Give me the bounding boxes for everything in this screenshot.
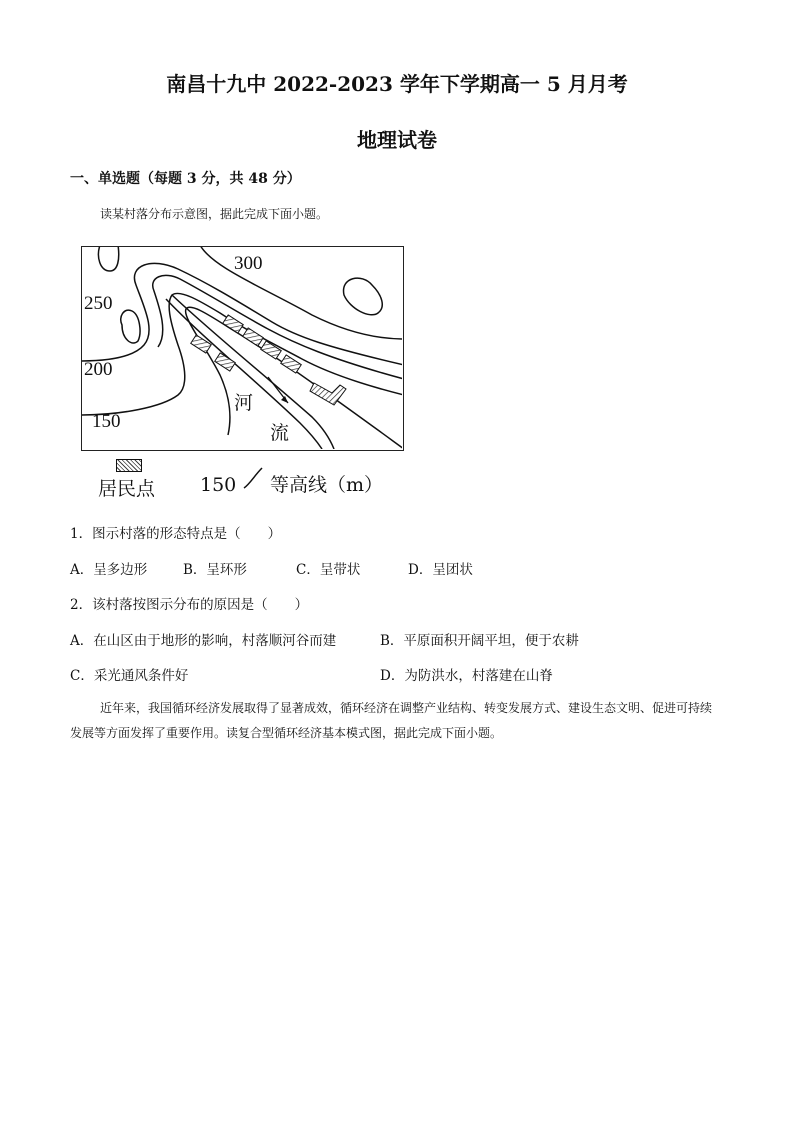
question-2-option-b[interactable]: B．平原面积开阔平坦，便于农耕 (380, 633, 579, 649)
hill-top-left (98, 247, 118, 271)
legend-settlement-label: 居民点 (98, 478, 156, 500)
river-bank-2 (172, 295, 334, 449)
question-1-option-b[interactable]: B．呈环形 (183, 562, 247, 578)
contour-label-250: 250 (84, 293, 113, 314)
passage-circular-economy: 近年来，我国循环经济发展取得了显著成效，循环经济在调整产业结构、转变发展方式、建设生态文明、促进可持续发展等方面发挥了重要作用。读复合型循环经济基本模式图，据此完成下面小题。 (70, 701, 713, 740)
question-2-stem: 2．该村落按图示分布的原因是（ ） (70, 597, 309, 613)
settlement-block (215, 353, 236, 371)
legend-settlement-swatch (116, 459, 142, 472)
settlement-block (261, 341, 282, 359)
river-label-1: 河 (234, 393, 254, 414)
contour-150 (186, 307, 402, 449)
contour-label-150: 150 (92, 411, 121, 432)
settlement-block (243, 328, 264, 346)
exam-subtitle: 地理试卷 (357, 128, 437, 152)
question-1-option-c[interactable]: C．呈带状 (296, 562, 361, 578)
settlement-block (310, 383, 346, 405)
legend-contour-text: 等高线（m） (270, 474, 384, 496)
legend-contour-value: 150 (200, 474, 237, 496)
contour-250-inner (153, 275, 402, 379)
question-1-option-a[interactable]: A．呈多边形 (70, 562, 148, 578)
settlement-block (191, 335, 212, 353)
contour-lines (82, 247, 402, 449)
question-2-option-a[interactable]: A．在山区由于地形的影响，村落顺河谷而建 (70, 633, 337, 649)
hill-left (121, 310, 140, 343)
village-map (81, 246, 404, 451)
flow-arrow (268, 377, 288, 403)
settlement-block (223, 315, 244, 333)
hill-top-right (344, 278, 383, 315)
contour-map-svg (82, 247, 402, 449)
contour-label-200: 200 (84, 359, 113, 380)
section-heading: 一、单选题（每题 3 分，共 48 分） (70, 171, 301, 187)
figure-intro: 读某村落分布示意图，据此完成下面小题。 (100, 207, 329, 221)
question-2-option-c[interactable]: C．采光通风条件好 (70, 668, 189, 684)
exam-title: 南昌十九中 2022-2023 学年下学期高一 5 月月考 (166, 72, 628, 96)
contour-label-300: 300 (234, 253, 263, 274)
question-2-option-d[interactable]: D．为防洪水，村落建在山脊 (380, 668, 553, 684)
river-label-2: 流 (270, 423, 290, 444)
legend-contour-line-icon (242, 466, 266, 490)
question-1-option-d[interactable]: D．呈团状 (408, 562, 473, 578)
question-1-stem: 1．图示村落的形态特点是（ ） (70, 526, 282, 542)
